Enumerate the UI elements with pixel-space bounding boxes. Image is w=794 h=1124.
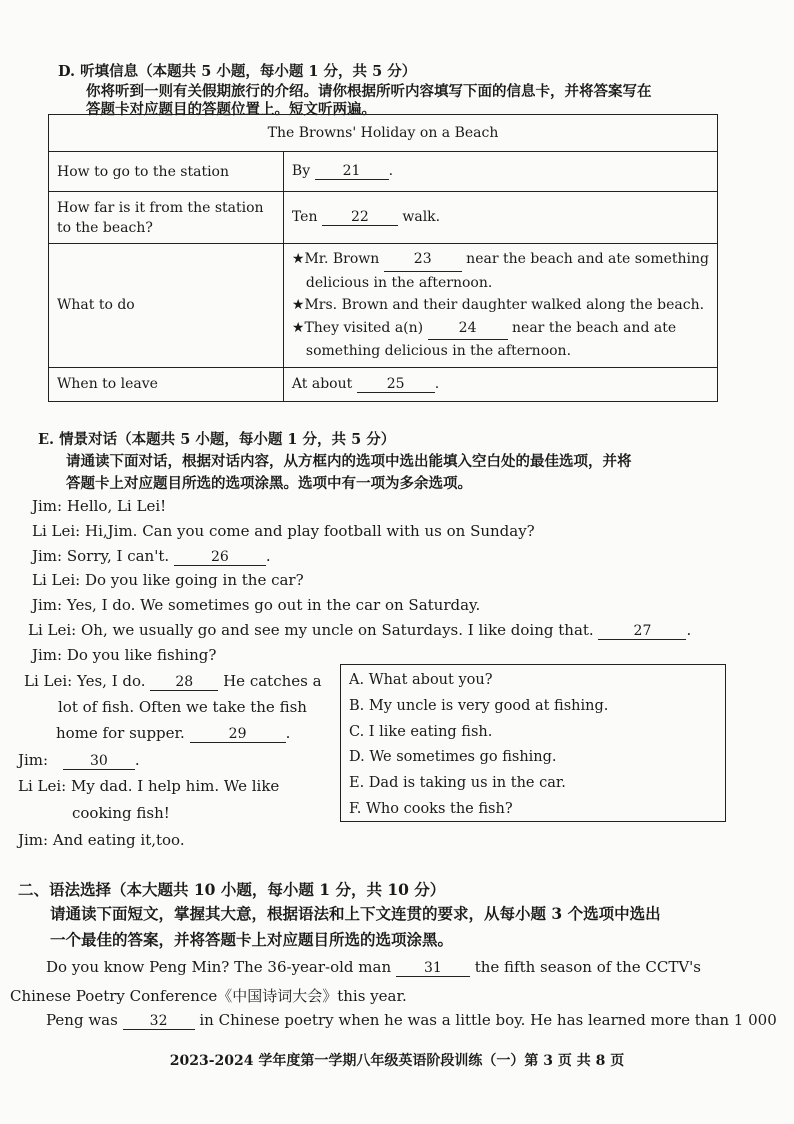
blank-24: 24 <box>428 317 508 341</box>
blank-31: 31 <box>396 960 470 977</box>
dialogue-line: Li Lei: Oh, we usually go and see my uncle on Saturdays. I like doing that. 27 . <box>28 621 692 639</box>
section-e-instruction-2: 答题卡上对应题目所选的选项涂黑。选项中有一项为多余选项。 <box>66 475 472 492</box>
blank-29: 29 <box>190 726 286 743</box>
section-e-title: E. 情景对话（本题共 5 小题，每小题 1 分，共 5 分） <box>38 431 396 448</box>
passage-line: Chinese Poetry Conference《中国诗词大会》this year. <box>10 987 407 1005</box>
option-d: D. We sometimes go fishing. <box>349 749 557 766</box>
row-question: How to go to the station <box>49 152 284 192</box>
dialogue-line: Li Lei: Do you like going in the car? <box>32 571 304 589</box>
option-b: B. My uncle is very good at fishing. <box>349 697 609 714</box>
row-question: What to do <box>49 244 284 368</box>
row-answer: Ten 22 walk. <box>283 192 717 244</box>
blank-21: 21 <box>315 163 389 180</box>
dialogue-line: lot of fish. Often we take the fish <box>58 698 307 716</box>
dialogue-line: cooking fish! <box>72 804 170 822</box>
blank-27: 27 <box>598 623 686 640</box>
dialogue-line: Jim: And eating it,too. <box>18 831 185 849</box>
row-question: When to leave <box>49 367 284 401</box>
blank-22: 22 <box>322 209 398 226</box>
section-2-instruction-2: 一个最佳的答案，并将答题卡上对应题目所选的选项涂黑。 <box>50 930 454 949</box>
section-d-instruction-1: 你将听到一则有关假期旅行的介绍。请你根据所听内容填写下面的信息卡，并将答案写在 <box>86 83 652 100</box>
dialogue-line: Jim: Sorry, I can't. 26 . <box>32 547 271 565</box>
option-c: C. I like eating fish. <box>349 723 493 740</box>
section-2-instruction-1: 请通读下面短文，掌握其大意，根据语法和上下文连贯的要求，从每小题 3 个选项中选出 <box>50 904 661 923</box>
blank-23: 23 <box>384 248 462 272</box>
section-e-instruction-1: 请通读下面对话，根据对话内容，从方框内的选项中选出能填入空白处的最佳选项，并将 <box>66 453 632 470</box>
dialogue-line: home for supper. 29 . <box>56 724 291 742</box>
dialogue-line: Jim: Do you like fishing? <box>32 646 217 664</box>
blank-26: 26 <box>174 549 266 566</box>
option-e: E. Dad is taking us in the car. <box>349 775 566 792</box>
passage-line: Peng was 32 in Chinese poetry when he was a little boy. He has learned more than 1 000 <box>46 1011 777 1029</box>
dialogue-line: Li Lei: Yes, I do. 28 He catches a <box>24 672 322 690</box>
info-card-table <box>48 114 718 402</box>
section-d-title: D. 听填信息（本题共 5 小题，每小题 1 分，共 5 分） <box>58 63 417 80</box>
section-d-instruction-2: 答题卡对应题目的答题位置上。短文听两遍。 <box>86 101 376 118</box>
blank-25: 25 <box>357 376 435 393</box>
blank-30: 30 <box>63 753 135 770</box>
blank-28: 28 <box>150 674 218 691</box>
row-answer: By 21 . <box>283 152 717 192</box>
info-card-title: The Browns' Holiday on a Beach <box>49 115 718 152</box>
row-answer: At about 25 . <box>283 367 717 401</box>
option-a: A. What about you? <box>349 672 493 688</box>
options-box <box>340 664 726 822</box>
row-question: How far is it from the station to the beach? <box>49 192 284 244</box>
option-f: F. Who cooks the fish? <box>349 800 513 817</box>
section-2-title: 二、语法选择（本大题共 10 小题，每小题 1 分，共 10 分） <box>18 880 446 899</box>
dialogue-line: Jim: 30 . <box>18 751 140 769</box>
dialogue-line: Jim: Hello, Li Lei! <box>32 497 167 515</box>
passage-line: Do you know Peng Min? The 36-year-old man 31 the fifth season of the CCTV's <box>46 958 702 976</box>
dialogue-line: Li Lei: My dad. I help him. We like <box>18 777 280 795</box>
dialogue-line: Li Lei: Hi,Jim. Can you come and play football with us on Sunday? <box>32 522 535 540</box>
dialogue-line: Jim: Yes, I do. We sometimes go out in the car on Saturday. <box>32 596 481 614</box>
page-footer: 2023-2024 学年度第一学期八年级英语阶段训练（一）第 3 页 共 8 页 <box>169 1053 625 1069</box>
blank-32: 32 <box>123 1013 195 1030</box>
row-answer: ★Mr. Brown 23 near the beach and ate something delicious in the afternoon. ★Mrs. Brown and their daughter walked along the beach. ★They visited a(n) 24 near the beach and ate something delicious in the afternoon. <box>283 244 717 368</box>
